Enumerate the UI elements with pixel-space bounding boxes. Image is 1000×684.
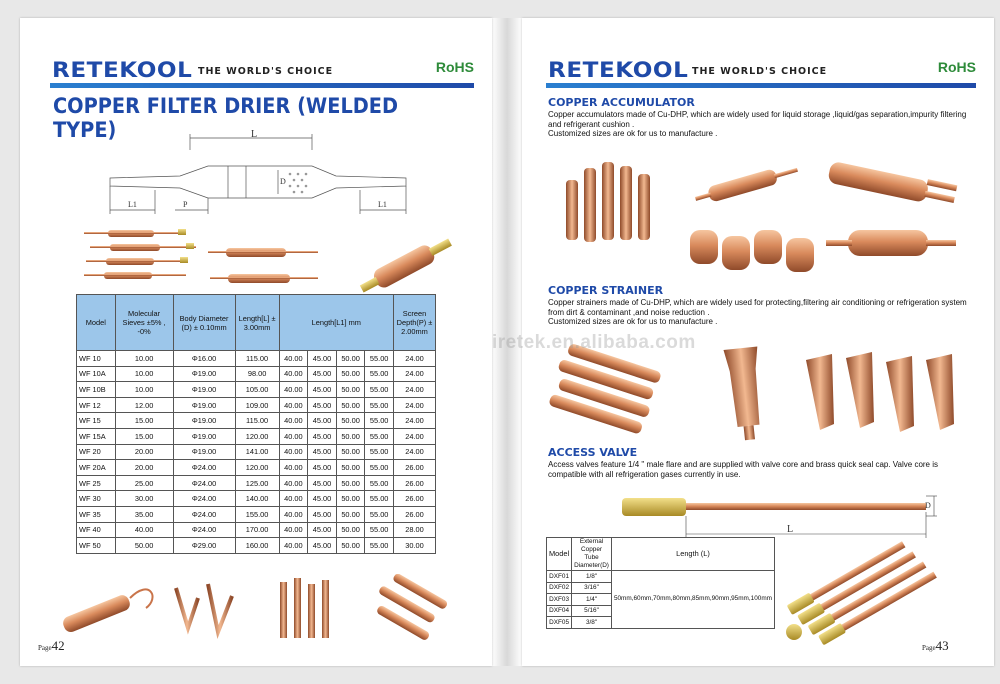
table-row <box>77 506 436 522</box>
table-cell: 40.00 <box>279 475 308 491</box>
filter-drier-spec-table <box>76 294 436 554</box>
dim-L1-right: L1 <box>378 200 387 209</box>
table-cell: Φ24.00 <box>173 491 235 507</box>
table-cell: DXF03 <box>547 594 572 606</box>
header <box>20 58 492 92</box>
table-cell: Φ19.00 <box>173 397 235 413</box>
table-cell: Φ19.00 <box>173 428 235 444</box>
table-cell: 55.00 <box>365 397 394 413</box>
table-cell: 24.00 <box>394 397 436 413</box>
table-cell: 55.00 <box>365 475 394 491</box>
table-cell: WF 15 <box>77 413 116 429</box>
table-cell: WF 10 <box>77 351 116 367</box>
length-range-cell: 50mm,60mm,70mm,80mm,85mm,90mm,95mm,100mm <box>611 571 774 629</box>
page-number-left: Page42 <box>38 638 65 653</box>
table-cell: 5/16" <box>572 605 612 617</box>
table-cell: 55.00 <box>365 538 394 554</box>
accumulator-photo-5 <box>822 218 962 268</box>
filter-drier-photo-5 <box>168 578 246 642</box>
table-row <box>77 366 436 382</box>
valve-dim-L: L <box>787 524 794 535</box>
table-cell: DXF04 <box>547 605 572 617</box>
watermark: iretek.en.alibaba.com <box>492 332 696 353</box>
table-cell: 50.00 <box>115 538 173 554</box>
valve-col-diameter: External Copper Tube Diameter(D) <box>572 538 612 571</box>
table-cell: 40.00 <box>279 351 308 367</box>
table-cell: 26.00 <box>394 491 436 507</box>
table-cell: 40.00 <box>279 428 308 444</box>
table-cell: 40.00 <box>279 382 308 398</box>
table-cell: 55.00 <box>365 444 394 460</box>
filter-drier-photo-4 <box>50 578 160 638</box>
table-cell: 140.00 <box>235 491 279 507</box>
col-header-diameter: Body Diameter (D) ± 0.10mm <box>173 295 235 351</box>
table-cell: 55.00 <box>365 506 394 522</box>
dim-P: P <box>183 200 188 209</box>
table-cell: WF 20A <box>77 460 116 476</box>
brand-logo-right: RETEKOOL <box>548 58 689 82</box>
table-cell: 55.00 <box>365 366 394 382</box>
table-cell: 15.00 <box>115 428 173 444</box>
table-cell: 45.00 <box>308 382 337 398</box>
table-cell: 125.00 <box>235 475 279 491</box>
table-cell: 10.00 <box>115 351 173 367</box>
table-cell: 30.00 <box>115 491 173 507</box>
accumulator-photo-4 <box>680 214 830 284</box>
table-cell: 50.00 <box>336 491 365 507</box>
table-row <box>77 413 436 429</box>
table-cell: WF 40 <box>77 522 116 538</box>
table-cell: WF 15A <box>77 428 116 444</box>
table-cell: DXF05 <box>547 617 572 629</box>
table-cell: 24.00 <box>394 444 436 460</box>
table-row <box>77 538 436 554</box>
table-cell: 141.00 <box>235 444 279 460</box>
header-rule-right <box>546 83 976 88</box>
filter-drier-photo-6 <box>270 574 350 644</box>
brand-slogan: THE WORLD'S CHOICE <box>198 66 334 77</box>
table-row <box>77 460 436 476</box>
table-row <box>77 382 436 398</box>
table-cell: WF 30 <box>77 491 116 507</box>
table-cell: 25.00 <box>115 475 173 491</box>
table-row <box>77 475 436 491</box>
table-row <box>547 571 775 583</box>
strainer-title: COPPER STRAINER <box>548 284 664 297</box>
accumulator-photo-2 <box>688 156 808 216</box>
table-cell: 45.00 <box>308 475 337 491</box>
table-cell: 40.00 <box>279 444 308 460</box>
table-cell: 40.00 <box>115 522 173 538</box>
table-cell: 45.00 <box>308 506 337 522</box>
table-cell: 115.00 <box>235 413 279 429</box>
table-cell: WF 50 <box>77 538 116 554</box>
header-right <box>522 58 994 92</box>
table-cell: 50.00 <box>336 397 365 413</box>
table-cell: Φ16.00 <box>173 351 235 367</box>
table-row <box>77 522 436 538</box>
table-cell: Φ24.00 <box>173 460 235 476</box>
table-cell: WF 10B <box>77 382 116 398</box>
table-cell: 45.00 <box>308 444 337 460</box>
accumulator-title: COPPER ACCUMULATOR <box>548 96 695 109</box>
table-cell: 50.00 <box>336 366 365 382</box>
page-number-right: Page43 <box>922 638 949 653</box>
table-cell: 3/16" <box>572 582 612 594</box>
accumulator-photo-1 <box>552 150 662 260</box>
table-cell: 55.00 <box>365 428 394 444</box>
table-cell: 35.00 <box>115 506 173 522</box>
table-cell: Φ24.00 <box>173 522 235 538</box>
table-cell: Φ19.00 <box>173 382 235 398</box>
rohs-mark-right: RoHS <box>937 59 976 75</box>
table-cell: 20.00 <box>115 444 173 460</box>
table-cell: 45.00 <box>308 351 337 367</box>
table-cell: 120.00 <box>235 460 279 476</box>
table-cell: 50.00 <box>336 538 365 554</box>
filter-drier-photo-7 <box>360 574 460 644</box>
table-cell: 45.00 <box>308 397 337 413</box>
table-cell: WF 20 <box>77 444 116 460</box>
dim-L: L <box>251 130 258 140</box>
table-cell: 24.00 <box>394 351 436 367</box>
accumulator-photo-3 <box>818 150 968 220</box>
table-row <box>77 491 436 507</box>
table-cell: 45.00 <box>308 491 337 507</box>
table-cell: 40.00 <box>279 397 308 413</box>
table-cell: 55.00 <box>365 522 394 538</box>
accumulator-text: Copper accumulators made of Cu-DHP, which are widely used for liquid storage ,liquid/gas separation,impurity filtering and refrigerant cushion . Customized sizes are ok for us to manufacture . <box>548 110 967 138</box>
filter-drier-photo-3 <box>350 234 460 298</box>
table-cell: Φ19.00 <box>173 444 235 460</box>
table-cell: 50.00 <box>336 444 365 460</box>
filter-drier-photo-2 <box>206 242 322 292</box>
table-cell: DXF01 <box>547 571 572 583</box>
table-cell: 26.00 <box>394 506 436 522</box>
table-cell: 20.00 <box>115 460 173 476</box>
col-header-screen-depth: Screen Depth(P) ± 2.00mm <box>394 295 436 351</box>
table-cell: 15.00 <box>115 413 173 429</box>
table-cell: 50.00 <box>336 460 365 476</box>
table-cell: 50.00 <box>336 413 365 429</box>
table-cell: WF 12 <box>77 397 116 413</box>
table-cell: 50.00 <box>336 351 365 367</box>
strainer-photo-1 <box>542 340 682 440</box>
table-cell: 45.00 <box>308 522 337 538</box>
table-cell: 40.00 <box>279 538 308 554</box>
access-valve-table <box>546 537 775 629</box>
table-cell: 55.00 <box>365 460 394 476</box>
table-cell: 28.00 <box>394 522 436 538</box>
table-cell: 1/4" <box>572 594 612 606</box>
table-row <box>77 397 436 413</box>
left-page <box>20 18 492 666</box>
table-cell: 40.00 <box>279 522 308 538</box>
table-cell: 10.00 <box>115 382 173 398</box>
table-cell: 24.00 <box>394 366 436 382</box>
table-cell: 55.00 <box>365 413 394 429</box>
brand-logo: RETEKOOL <box>52 58 193 82</box>
table-cell: DXF02 <box>547 582 572 594</box>
table-cell: 24.00 <box>394 382 436 398</box>
valve-title: ACCESS VALVE <box>548 446 638 459</box>
table-cell: Φ29.00 <box>173 538 235 554</box>
table-cell: 30.00 <box>394 538 436 554</box>
col-header-sieves: Molecular Sieves ±5% , -0% <box>115 295 173 351</box>
filter-drier-photo-1 <box>80 226 200 288</box>
table-cell: WF 10A <box>77 366 116 382</box>
strainer-text: Copper strainers made of Cu-DHP, which are widely used for protecting,filtering air conditioning or refrigeration system from dirt & contaminant ,and noise reduction . Customized sizes are ok for us to manufacture . <box>548 298 967 326</box>
page-title: COPPER FILTER DRIER (WELDED TYPE) <box>53 94 399 142</box>
table-cell: 120.00 <box>235 428 279 444</box>
access-valve-diagram <box>592 486 952 544</box>
table-cell: 12.00 <box>115 397 173 413</box>
valve-col-length: Length (L) <box>611 538 774 571</box>
table-row <box>77 428 436 444</box>
table-cell: 40.00 <box>279 413 308 429</box>
table-cell: 40.00 <box>279 506 308 522</box>
table-cell: 50.00 <box>336 506 365 522</box>
table-cell: 26.00 <box>394 460 436 476</box>
table-cell: 3/8" <box>572 617 612 629</box>
table-cell: 10.00 <box>115 366 173 382</box>
table-cell: 1/8" <box>572 571 612 583</box>
table-cell: 55.00 <box>365 351 394 367</box>
table-cell: 155.00 <box>235 506 279 522</box>
table-cell: Φ19.00 <box>173 366 235 382</box>
table-cell: 170.00 <box>235 522 279 538</box>
table-cell: 50.00 <box>336 382 365 398</box>
col-header-length-l1: Length[L1] mm <box>279 295 393 351</box>
dim-L1-left: L1 <box>128 200 137 209</box>
valve-dim-D: D <box>925 501 931 510</box>
table-cell: 45.00 <box>308 413 337 429</box>
access-valve-rows <box>547 571 775 629</box>
table-cell: 26.00 <box>394 475 436 491</box>
rohs-mark: RoHS <box>435 59 474 75</box>
table-cell: 45.00 <box>308 428 337 444</box>
table-cell: 98.00 <box>235 366 279 382</box>
table-cell: 40.00 <box>279 460 308 476</box>
table-cell: 55.00 <box>365 382 394 398</box>
col-header-length: Length[L] ± 3.00mm <box>235 295 279 351</box>
strainer-photo-3 <box>798 344 978 444</box>
table-cell: WF 25 <box>77 475 116 491</box>
filter-drier-diagram <box>40 130 480 225</box>
table-cell: 24.00 <box>394 428 436 444</box>
table-cell: 109.00 <box>235 397 279 413</box>
header-rule <box>50 83 474 88</box>
table-cell: WF 35 <box>77 506 116 522</box>
table-cell: 24.00 <box>394 413 436 429</box>
access-valve-photo <box>772 538 952 646</box>
table-cell: 45.00 <box>308 460 337 476</box>
table-cell: 40.00 <box>279 366 308 382</box>
table-cell: 50.00 <box>336 522 365 538</box>
table-cell: Φ19.00 <box>173 413 235 429</box>
table-row <box>77 351 436 367</box>
brand-slogan-right: THE WORLD'S CHOICE <box>692 66 828 77</box>
table-cell: 160.00 <box>235 538 279 554</box>
table-cell: 105.00 <box>235 382 279 398</box>
table-cell: 45.00 <box>308 538 337 554</box>
table-cell: 50.00 <box>336 428 365 444</box>
strainer-photo-2 <box>708 340 782 444</box>
table-cell: 50.00 <box>336 475 365 491</box>
table-cell: Φ24.00 <box>173 506 235 522</box>
table-cell: 40.00 <box>279 491 308 507</box>
filter-drier-rows <box>77 351 436 554</box>
table-cell: 45.00 <box>308 366 337 382</box>
table-row <box>77 444 436 460</box>
dim-D: D <box>280 177 286 186</box>
table-cell: Φ24.00 <box>173 475 235 491</box>
valve-col-model: Model <box>547 538 572 571</box>
valve-text: Access valves feature 1/4 " male flare and are supplied with valve core and brass quick seal cap. Valve core is compatible with all refrigeration gases currently in use. <box>548 460 938 479</box>
table-cell: 55.00 <box>365 491 394 507</box>
table-cell: 115.00 <box>235 351 279 367</box>
col-header-model: Model <box>77 295 116 351</box>
